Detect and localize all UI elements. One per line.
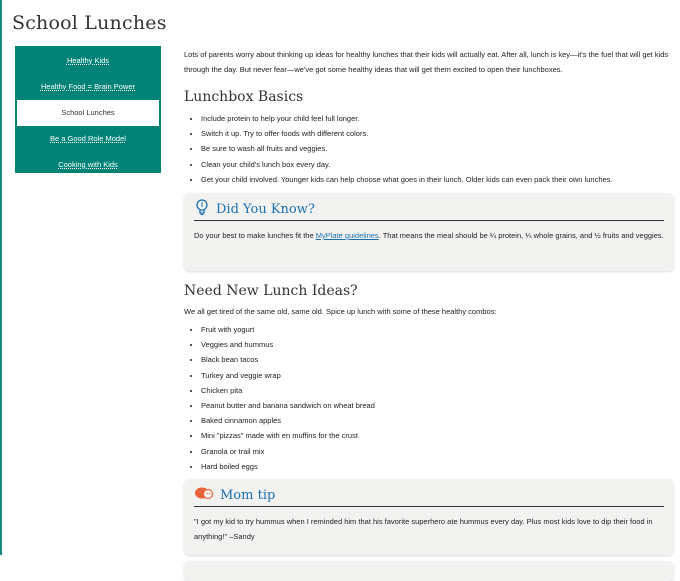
did-you-know-header bbox=[194, 199, 664, 221]
list-item: • Hard boiled eggs bbox=[201, 459, 674, 474]
next-box-partial bbox=[184, 561, 674, 581]
list-item: • Fruit with yogurt bbox=[201, 322, 674, 337]
list-item: • Chicken pita bbox=[201, 383, 674, 398]
list-item: • Get your child involved. Younger kids can help choose what goes in their lunch. Older kids can even pack their own lunches. bbox=[201, 172, 674, 187]
sidebar-item-school-lunches[interactable]: School Lunches bbox=[17, 100, 159, 126]
did-you-know-title: Did You Know? bbox=[216, 202, 315, 218]
did-you-know-text bbox=[194, 229, 664, 244]
list-item: • Switch it up. Try to offer foods with different colors. bbox=[201, 126, 674, 141]
mom-tip-title: Mom tip bbox=[220, 488, 276, 504]
did-you-know-box bbox=[184, 193, 674, 271]
page-title: School Lunches bbox=[12, 12, 167, 34]
list-item: • Clean your child's lunch box every day. bbox=[201, 157, 674, 172]
list-item: • Mini "pizzas" made with en muffins for the crust bbox=[201, 428, 674, 443]
lunch-ideas-intro: We all get tired of the same old, same old. Spice up lunch with some of these healthy combos: bbox=[184, 307, 497, 317]
main-content bbox=[184, 47, 674, 581]
dyk-text-before: Do your best to make lunches fit the bbox=[194, 231, 316, 241]
list-item: • Be sure to wash all fruits and veggies. bbox=[201, 141, 674, 156]
mom-tip-text: "I got my kid to try hummus when I reminded him that his favorite superhero ate hummus every day. Plus most kids love to dip their food in anything!" –Sandy bbox=[194, 517, 653, 541]
list-item: • Turkey and veggie wrap bbox=[201, 368, 674, 383]
sidebar-item-brain-power[interactable]: Healthy Food = Brain Power bbox=[40, 82, 135, 91]
mom-tip-header bbox=[194, 485, 664, 507]
myplate-guidelines-link[interactable]: MyPlate guidelines bbox=[315, 231, 379, 241]
basics-list bbox=[184, 111, 674, 187]
list-item: • Granola or trail mix bbox=[201, 444, 674, 459]
list-item: • Black bean tacos bbox=[201, 352, 674, 367]
sidebar-item-healthy-kids[interactable]: Healthy Kids bbox=[66, 56, 110, 65]
sidebar-nav bbox=[15, 46, 161, 173]
list-item: • Veggies and hummus bbox=[201, 337, 674, 352]
lunch-ideas-heading: Need New Lunch Ideas? bbox=[184, 283, 358, 300]
chat-bubble-icon bbox=[194, 485, 214, 506]
sidebar-item-role-model[interactable]: Be a Good Role Model bbox=[50, 134, 126, 143]
intro-paragraph: Lots of parents worry about thinking up ideas for healthy lunches that their kids will actually eat. After all, lunch is key—it's the fuel that will get kids through the day. But never fear—we've got some healthy ideas that will get them excited to open their lunchboxes. bbox=[184, 50, 669, 74]
dyk-text-after: . That means the meal should be ¼ protein, ¼ whole grains, and ½ fruits and veggies. bbox=[378, 231, 664, 241]
list-item: • Baked cinnamon apples bbox=[201, 413, 674, 428]
list-item: • Peanut butter and banana sandwich on wheat bread bbox=[201, 398, 674, 413]
list-item: • Include protein to help your child feel full longer. bbox=[201, 111, 674, 126]
lightbulb-icon bbox=[194, 198, 210, 221]
ideas-list bbox=[184, 322, 674, 474]
sidebar-item-cooking[interactable]: Cooking with Kids bbox=[58, 160, 118, 169]
lunchbox-basics-heading: Lunchbox Basics bbox=[184, 89, 304, 105]
mom-tip-box bbox=[184, 479, 674, 555]
